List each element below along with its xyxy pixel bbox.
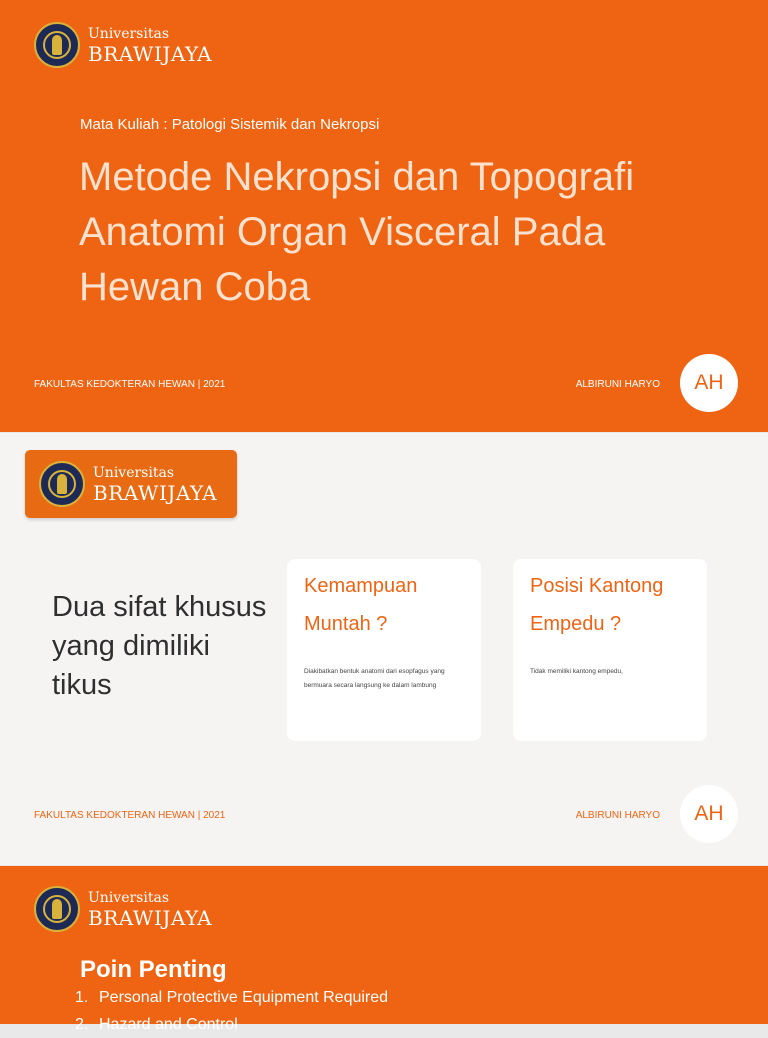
slide-title: Poin Penting <box>80 956 227 983</box>
card-body: Tidak memiliki kantong empedu, <box>530 668 623 675</box>
slide-heading: Dua sifat khusus yang dimiliki tikus <box>52 591 267 701</box>
footer-faculty: FAKULTAS KEDOKTERAN HEWAN | 2021 <box>34 810 226 821</box>
key-points-list <box>75 984 388 1038</box>
logo-line2: BRAWIJAYA <box>93 480 218 505</box>
list-item <box>75 1011 388 1038</box>
list-text: Hazard and Control <box>99 1016 238 1033</box>
card-gallbladder <box>513 559 707 741</box>
card-vomit <box>287 559 481 741</box>
card-title: Posisi Kantong Empedu ? <box>530 575 664 635</box>
university-logo <box>39 461 217 507</box>
university-logo <box>34 22 212 68</box>
card-body: Diakibatkan bentuk anatomi dari esopfagus yang bermuara secara langsung ke dalam lambung <box>304 668 445 689</box>
slide-2 <box>0 433 768 865</box>
list-item <box>75 984 388 1011</box>
university-seal-icon <box>34 886 80 932</box>
logo-line2: BRAWIJAYA <box>88 905 213 930</box>
author-badge: AH <box>680 354 738 412</box>
author-badge: AH <box>680 785 738 843</box>
slide-1 <box>0 0 768 432</box>
slide-title: Metode Nekropsi dan Topografi Anatomi Organ Visceral Pada Hewan Coba <box>79 155 635 309</box>
logo-line1: Universitas <box>88 25 169 42</box>
list-number: 2. <box>75 1016 89 1033</box>
logo-line1: Universitas <box>88 889 169 906</box>
footer-faculty: FAKULTAS KEDOKTERAN HEWAN | 2021 <box>34 379 226 390</box>
university-seal-icon <box>34 22 80 68</box>
course-subtitle: Mata Kuliah : Patologi Sistemik dan Nekropsi <box>80 116 380 133</box>
slide-3 <box>0 866 768 1033</box>
card-title: Kemampuan Muntah ? <box>304 575 418 635</box>
list-text: Personal Protective Equipment Required <box>99 989 389 1006</box>
logo-line1: Universitas <box>93 464 174 481</box>
logo-line2: BRAWIJAYA <box>88 41 213 66</box>
footer-author: ALBIRUNI HARYO <box>575 810 660 821</box>
footer-author: ALBIRUNI HARYO <box>575 379 660 390</box>
logo-box <box>25 450 237 518</box>
university-logo <box>34 886 212 932</box>
university-seal-icon <box>39 461 85 507</box>
list-number: 1. <box>75 989 89 1006</box>
